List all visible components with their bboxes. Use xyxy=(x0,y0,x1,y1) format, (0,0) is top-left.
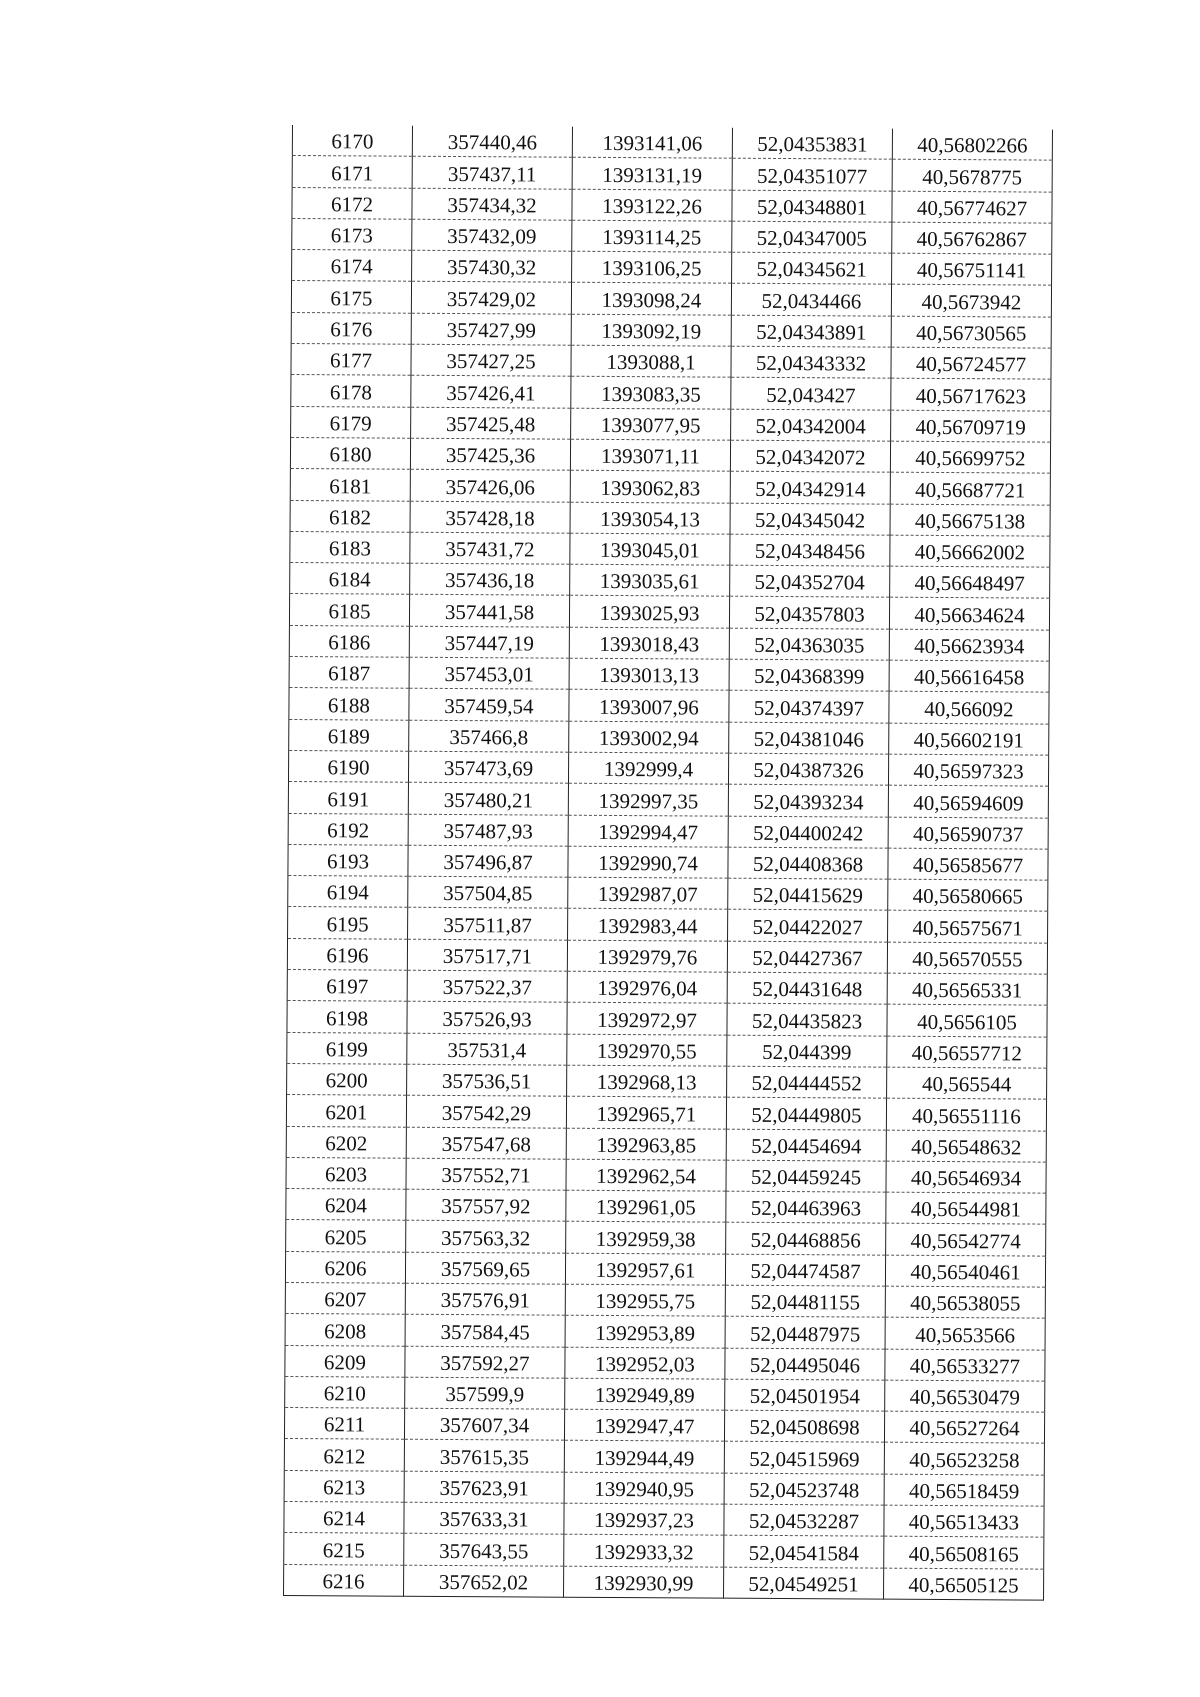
table-row xyxy=(289,625,1049,661)
latitude-cell: 52,04381046 xyxy=(729,722,889,754)
x-coordinate-cell: 357437,11 xyxy=(412,157,572,189)
point-number-cell: 6195 xyxy=(288,907,408,939)
y-coordinate-cell: 1392976,04 xyxy=(567,971,727,1003)
x-coordinate-cell: 357440,46 xyxy=(412,126,572,158)
table-row xyxy=(286,1220,1046,1256)
longitude-cell: 40,56533277 xyxy=(885,1349,1045,1381)
y-coordinate-cell: 1393122,26 xyxy=(572,189,732,221)
longitude-cell: 40,56709719 xyxy=(891,410,1051,442)
x-coordinate-cell: 357552,71 xyxy=(406,1158,566,1190)
y-coordinate-cell: 1393071,11 xyxy=(570,439,730,471)
latitude-cell: 52,04387326 xyxy=(728,753,888,785)
point-number-cell: 6208 xyxy=(285,1314,405,1346)
x-coordinate-cell: 357522,37 xyxy=(407,970,567,1002)
latitude-cell: 52,04415629 xyxy=(728,878,888,910)
longitude-cell: 40,56557712 xyxy=(887,1036,1047,1068)
latitude-cell: 52,04347005 xyxy=(732,221,892,253)
latitude-cell: 52,04427367 xyxy=(727,941,887,973)
y-coordinate-cell: 1392972,97 xyxy=(567,1003,727,1035)
x-coordinate-cell: 357517,71 xyxy=(407,939,567,971)
latitude-cell: 52,04408368 xyxy=(728,847,888,879)
longitude-cell: 40,56565331 xyxy=(887,973,1047,1005)
latitude-cell: 52,04444552 xyxy=(727,1066,887,1098)
x-coordinate-cell: 357487,93 xyxy=(408,814,568,846)
point-number-cell: 6179 xyxy=(291,406,411,438)
point-number-cell: 6209 xyxy=(285,1345,405,1377)
latitude-cell: 52,04501954 xyxy=(725,1379,885,1411)
point-number-cell: 6191 xyxy=(288,782,408,814)
y-coordinate-cell: 1392940,95 xyxy=(564,1472,724,1504)
longitude-cell: 40,56616458 xyxy=(889,660,1049,692)
longitude-cell: 40,56575671 xyxy=(888,911,1048,943)
table-row xyxy=(289,657,1049,693)
y-coordinate-cell: 1392955,75 xyxy=(565,1284,725,1316)
longitude-cell: 40,56590737 xyxy=(888,817,1048,849)
table-row xyxy=(284,1502,1044,1538)
latitude-cell: 52,04549251 xyxy=(724,1567,884,1599)
y-coordinate-cell: 1393092,19 xyxy=(571,314,731,346)
point-number-cell: 6194 xyxy=(288,876,408,908)
x-coordinate-cell: 357547,68 xyxy=(406,1127,566,1159)
x-coordinate-cell: 357623,91 xyxy=(404,1471,564,1503)
point-number-cell: 6175 xyxy=(291,281,411,313)
longitude-cell: 40,56544981 xyxy=(886,1192,1046,1224)
y-coordinate-cell: 1392990,74 xyxy=(568,846,728,878)
point-number-cell: 6211 xyxy=(284,1408,404,1440)
x-coordinate-cell: 357536,51 xyxy=(407,1064,567,1096)
y-coordinate-cell: 1393054,13 xyxy=(570,502,730,534)
point-number-cell: 6190 xyxy=(288,750,408,782)
table-row xyxy=(285,1314,1045,1350)
point-number-cell: 6203 xyxy=(286,1157,406,1189)
longitude-cell: 40,56774627 xyxy=(892,191,1052,223)
table-row xyxy=(288,813,1048,849)
table-row xyxy=(291,344,1051,380)
x-coordinate-cell: 357526,93 xyxy=(407,1002,567,1034)
y-coordinate-cell: 1392933,32 xyxy=(564,1535,724,1567)
y-coordinate-cell: 1392947,47 xyxy=(564,1409,724,1441)
x-coordinate-cell: 357436,18 xyxy=(410,563,570,595)
latitude-cell: 52,04422027 xyxy=(728,910,888,942)
longitude-cell: 40,56648497 xyxy=(890,566,1050,598)
latitude-cell: 52,04495046 xyxy=(725,1348,885,1380)
y-coordinate-cell: 1393035,61 xyxy=(570,564,730,596)
longitude-cell: 40,5656105 xyxy=(887,1004,1047,1036)
longitude-cell: 40,56594609 xyxy=(888,785,1048,817)
latitude-cell: 52,04541584 xyxy=(724,1536,884,1568)
table-row xyxy=(290,563,1050,599)
point-number-cell: 6201 xyxy=(286,1095,406,1127)
table-row xyxy=(287,1001,1047,1037)
x-coordinate-cell: 357432,09 xyxy=(412,219,572,251)
latitude-cell: 52,04348456 xyxy=(730,534,890,566)
latitude-cell: 52,04368399 xyxy=(729,659,889,691)
y-coordinate-cell: 1392983,44 xyxy=(568,909,728,941)
y-coordinate-cell: 1393098,24 xyxy=(571,283,731,315)
table-row xyxy=(291,281,1051,317)
point-number-cell: 6206 xyxy=(285,1251,405,1283)
y-coordinate-cell: 1392937,23 xyxy=(564,1503,724,1535)
latitude-cell: 52,04343332 xyxy=(731,346,891,378)
latitude-cell: 52,04393234 xyxy=(728,784,888,816)
latitude-cell: 52,04431648 xyxy=(727,972,887,1004)
point-number-cell: 6181 xyxy=(290,469,410,501)
y-coordinate-cell: 1392997,35 xyxy=(568,783,728,815)
table-row xyxy=(288,750,1048,786)
y-coordinate-cell: 1392944,49 xyxy=(564,1441,724,1473)
x-coordinate-cell: 357427,99 xyxy=(411,313,571,345)
latitude-cell: 52,04351077 xyxy=(732,158,892,190)
longitude-cell: 40,56730565 xyxy=(891,316,1051,348)
table-row xyxy=(288,876,1048,912)
x-coordinate-cell: 357480,21 xyxy=(408,782,568,814)
x-coordinate-cell: 357599,9 xyxy=(405,1377,565,1409)
longitude-cell: 40,5678775 xyxy=(892,159,1052,191)
x-coordinate-cell: 357441,58 xyxy=(409,595,569,627)
longitude-cell: 40,5653566 xyxy=(885,1317,1045,1349)
x-coordinate-cell: 357633,31 xyxy=(404,1502,564,1534)
latitude-cell: 52,04435823 xyxy=(727,1003,887,1035)
x-coordinate-cell: 357429,02 xyxy=(411,282,571,314)
table-row xyxy=(292,250,1052,286)
longitude-cell: 40,56551116 xyxy=(886,1098,1046,1130)
longitude-cell: 40,56570555 xyxy=(887,942,1047,974)
point-number-cell: 6202 xyxy=(286,1126,406,1158)
table-row xyxy=(292,125,1052,160)
y-coordinate-cell: 1393013,13 xyxy=(569,658,729,690)
latitude-cell: 52,04508698 xyxy=(724,1410,884,1442)
longitude-cell: 40,56675138 xyxy=(890,504,1050,536)
y-coordinate-cell: 1393045,01 xyxy=(570,533,730,565)
x-coordinate-cell: 357496,87 xyxy=(408,845,568,877)
longitude-cell: 40,56540461 xyxy=(885,1255,1045,1287)
table-row xyxy=(286,1189,1046,1225)
point-number-cell: 6180 xyxy=(290,437,410,469)
latitude-cell: 52,04342004 xyxy=(731,409,891,441)
table-row xyxy=(285,1282,1045,1318)
table-row xyxy=(289,594,1049,630)
longitude-cell: 40,56523258 xyxy=(884,1443,1044,1475)
y-coordinate-cell: 1392994,47 xyxy=(568,815,728,847)
x-coordinate-cell: 357426,41 xyxy=(411,376,571,408)
table-row xyxy=(288,907,1048,943)
coordinate-table-body xyxy=(284,125,1053,1600)
longitude-cell: 40,56585677 xyxy=(888,848,1048,880)
longitude-cell: 40,56762867 xyxy=(892,222,1052,254)
y-coordinate-cell: 1393083,35 xyxy=(571,377,731,409)
point-number-cell: 6207 xyxy=(285,1282,405,1314)
longitude-cell: 40,56546934 xyxy=(886,1161,1046,1193)
longitude-cell: 40,56508165 xyxy=(884,1537,1044,1569)
y-coordinate-cell: 1392949,89 xyxy=(565,1378,725,1410)
table-row xyxy=(292,218,1052,254)
x-coordinate-cell: 357473,69 xyxy=(408,751,568,783)
table-row xyxy=(290,437,1050,473)
point-number-cell: 6210 xyxy=(285,1376,405,1408)
latitude-cell: 52,04532287 xyxy=(724,1504,884,1536)
latitude-cell: 52,04459245 xyxy=(726,1160,886,1192)
longitude-cell: 40,566092 xyxy=(889,692,1049,724)
x-coordinate-cell: 357434,32 xyxy=(412,188,572,220)
longitude-cell: 40,56597323 xyxy=(888,754,1048,786)
x-coordinate-cell: 357592,27 xyxy=(405,1346,565,1378)
point-number-cell: 6182 xyxy=(290,500,410,532)
y-coordinate-cell: 1393007,96 xyxy=(569,690,729,722)
y-coordinate-cell: 1392999,4 xyxy=(568,752,728,784)
x-coordinate-cell: 357431,72 xyxy=(410,532,570,564)
longitude-cell: 40,56505125 xyxy=(884,1568,1044,1600)
longitude-cell: 40,56580665 xyxy=(888,879,1048,911)
y-coordinate-cell: 1392930,99 xyxy=(564,1566,724,1598)
longitude-cell: 40,56724577 xyxy=(891,347,1051,379)
y-coordinate-cell: 1393141,06 xyxy=(572,127,732,159)
table-row xyxy=(288,782,1048,818)
x-coordinate-cell: 357425,48 xyxy=(411,407,571,439)
table-row xyxy=(291,375,1051,411)
x-coordinate-cell: 357557,92 xyxy=(406,1189,566,1221)
longitude-cell: 40,56717623 xyxy=(891,379,1051,411)
point-number-cell: 6193 xyxy=(288,844,408,876)
longitude-cell: 40,56542774 xyxy=(886,1224,1046,1256)
point-number-cell: 6186 xyxy=(289,625,409,657)
latitude-cell: 52,04352704 xyxy=(730,565,890,597)
point-number-cell: 6215 xyxy=(284,1533,404,1565)
x-coordinate-cell: 357531,4 xyxy=(407,1033,567,1065)
point-number-cell: 6198 xyxy=(287,1001,407,1033)
latitude-cell: 52,04345621 xyxy=(732,252,892,284)
x-coordinate-cell: 357584,45 xyxy=(405,1314,565,1346)
y-coordinate-cell: 1392957,61 xyxy=(565,1253,725,1285)
x-coordinate-cell: 357430,32 xyxy=(412,250,572,282)
table-row xyxy=(289,688,1049,724)
longitude-cell: 40,56662002 xyxy=(890,535,1050,567)
latitude-cell: 52,04348801 xyxy=(732,190,892,222)
latitude-cell: 52,04342072 xyxy=(730,440,890,472)
latitude-cell: 52,0434466 xyxy=(731,284,891,316)
table-row xyxy=(285,1345,1045,1381)
x-coordinate-cell: 357652,02 xyxy=(404,1565,564,1597)
longitude-cell: 40,56634624 xyxy=(889,598,1049,630)
point-number-cell: 6171 xyxy=(292,156,412,188)
latitude-cell: 52,04345042 xyxy=(730,503,890,535)
table-row xyxy=(287,938,1047,974)
x-coordinate-cell: 357511,87 xyxy=(408,908,568,940)
point-number-cell: 6192 xyxy=(288,813,408,845)
y-coordinate-cell: 1393114,25 xyxy=(572,220,732,252)
point-number-cell: 6176 xyxy=(291,312,411,344)
y-coordinate-cell: 1392962,54 xyxy=(566,1159,726,1191)
y-coordinate-cell: 1393131,19 xyxy=(572,158,732,190)
latitude-cell: 52,04474587 xyxy=(725,1254,885,1286)
coordinate-table xyxy=(283,125,1053,1601)
table-row xyxy=(290,469,1050,505)
table-row xyxy=(285,1251,1045,1287)
latitude-cell: 52,04487975 xyxy=(725,1316,885,1348)
point-number-cell: 6183 xyxy=(290,531,410,563)
y-coordinate-cell: 1392961,05 xyxy=(566,1190,726,1222)
latitude-cell: 52,04523748 xyxy=(724,1473,884,1505)
point-number-cell: 6204 xyxy=(286,1189,406,1221)
y-coordinate-cell: 1392959,38 xyxy=(566,1222,726,1254)
y-coordinate-cell: 1393106,25 xyxy=(572,251,732,283)
longitude-cell: 40,56513433 xyxy=(884,1505,1044,1537)
y-coordinate-cell: 1392987,07 xyxy=(568,877,728,909)
y-coordinate-cell: 1393002,94 xyxy=(569,721,729,753)
x-coordinate-cell: 357459,54 xyxy=(409,689,569,721)
y-coordinate-cell: 1393077,95 xyxy=(571,408,731,440)
latitude-cell: 52,04343891 xyxy=(731,315,891,347)
table-row xyxy=(287,1032,1047,1068)
point-number-cell: 6185 xyxy=(289,594,409,626)
latitude-cell: 52,04463963 xyxy=(726,1191,886,1223)
point-number-cell: 6212 xyxy=(284,1439,404,1471)
x-coordinate-cell: 357504,85 xyxy=(408,876,568,908)
longitude-cell: 40,56623934 xyxy=(889,629,1049,661)
table-row xyxy=(292,156,1052,192)
latitude-cell: 52,04454694 xyxy=(726,1129,886,1161)
point-number-cell: 6189 xyxy=(289,719,409,751)
table-row xyxy=(287,1063,1047,1099)
latitude-cell: 52,043427 xyxy=(731,378,891,410)
point-number-cell: 6197 xyxy=(287,970,407,1002)
x-coordinate-cell: 357569,65 xyxy=(405,1252,565,1284)
x-coordinate-cell: 357615,35 xyxy=(404,1440,564,1472)
x-coordinate-cell: 357563,32 xyxy=(406,1221,566,1253)
y-coordinate-cell: 1392952,03 xyxy=(565,1347,725,1379)
y-coordinate-cell: 1393088,1 xyxy=(571,345,731,377)
point-number-cell: 6200 xyxy=(287,1063,407,1095)
table-row xyxy=(289,719,1049,755)
y-coordinate-cell: 1392953,89 xyxy=(565,1315,725,1347)
longitude-cell: 40,56802266 xyxy=(892,129,1052,161)
point-number-cell: 6196 xyxy=(287,938,407,970)
x-coordinate-cell: 357466,8 xyxy=(409,720,569,752)
latitude-cell: 52,04342914 xyxy=(730,471,890,503)
x-coordinate-cell: 357427,25 xyxy=(411,344,571,376)
longitude-cell: 40,565544 xyxy=(887,1067,1047,1099)
point-number-cell: 6188 xyxy=(289,688,409,720)
point-number-cell: 6174 xyxy=(292,250,412,282)
point-number-cell: 6187 xyxy=(289,657,409,689)
point-number-cell: 6214 xyxy=(284,1502,404,1534)
table-row xyxy=(290,500,1050,536)
x-coordinate-cell: 357542,29 xyxy=(406,1095,566,1127)
longitude-cell: 40,56548632 xyxy=(886,1130,1046,1162)
point-number-cell: 6170 xyxy=(292,125,412,157)
x-coordinate-cell: 357425,36 xyxy=(410,438,570,470)
latitude-cell: 52,04515969 xyxy=(724,1442,884,1474)
y-coordinate-cell: 1393018,43 xyxy=(569,627,729,659)
table-row xyxy=(288,844,1048,880)
point-number-cell: 6213 xyxy=(284,1470,404,1502)
latitude-cell: 52,04374397 xyxy=(729,691,889,723)
latitude-cell: 52,04449805 xyxy=(726,1097,886,1129)
latitude-cell: 52,04481155 xyxy=(725,1285,885,1317)
table-row xyxy=(291,406,1051,442)
table-row xyxy=(284,1470,1044,1506)
point-number-cell: 6199 xyxy=(287,1032,407,1064)
latitude-cell: 52,04400242 xyxy=(728,816,888,848)
latitude-cell: 52,04468856 xyxy=(726,1223,886,1255)
point-number-cell: 6205 xyxy=(286,1220,406,1252)
latitude-cell: 52,044399 xyxy=(727,1035,887,1067)
longitude-cell: 40,56687721 xyxy=(890,472,1050,504)
y-coordinate-cell: 1392970,55 xyxy=(567,1034,727,1066)
longitude-cell: 40,56527264 xyxy=(884,1411,1044,1443)
table-row xyxy=(284,1408,1044,1444)
table-row xyxy=(286,1157,1046,1193)
x-coordinate-cell: 357453,01 xyxy=(409,657,569,689)
longitude-cell: 40,56602191 xyxy=(889,723,1049,755)
table-row xyxy=(285,1376,1045,1412)
longitude-cell: 40,56538055 xyxy=(885,1286,1045,1318)
table-row xyxy=(292,187,1052,223)
longitude-cell: 40,56530479 xyxy=(885,1380,1045,1412)
longitude-cell: 40,5673942 xyxy=(891,285,1051,317)
x-coordinate-cell: 357447,19 xyxy=(409,626,569,658)
point-number-cell: 6172 xyxy=(292,187,412,219)
table-row xyxy=(286,1095,1046,1131)
longitude-cell: 40,56699752 xyxy=(890,441,1050,473)
table-row xyxy=(291,312,1051,348)
latitude-cell: 52,04353831 xyxy=(732,128,892,160)
table-row xyxy=(290,531,1050,567)
x-coordinate-cell: 357607,34 xyxy=(404,1408,564,1440)
x-coordinate-cell: 357576,91 xyxy=(405,1283,565,1315)
y-coordinate-cell: 1392965,71 xyxy=(566,1096,726,1128)
y-coordinate-cell: 1392979,76 xyxy=(567,940,727,972)
point-number-cell: 6173 xyxy=(292,218,412,250)
y-coordinate-cell: 1392968,13 xyxy=(567,1065,727,1097)
y-coordinate-cell: 1392963,85 xyxy=(566,1128,726,1160)
point-number-cell: 6178 xyxy=(291,375,411,407)
y-coordinate-cell: 1393062,83 xyxy=(570,470,730,502)
longitude-cell: 40,56751141 xyxy=(892,253,1052,285)
latitude-cell: 52,04357803 xyxy=(729,597,889,629)
y-coordinate-cell: 1393025,93 xyxy=(569,596,729,628)
table-row xyxy=(287,970,1047,1006)
x-coordinate-cell: 357428,18 xyxy=(410,501,570,533)
table-row xyxy=(284,1439,1044,1475)
point-number-cell: 6177 xyxy=(291,344,411,376)
point-number-cell: 6184 xyxy=(290,563,410,595)
x-coordinate-cell: 357426,06 xyxy=(410,469,570,501)
latitude-cell: 52,04363035 xyxy=(729,628,889,660)
table-row xyxy=(286,1126,1046,1162)
table-row xyxy=(284,1564,1044,1600)
point-number-cell: 6216 xyxy=(284,1564,404,1596)
longitude-cell: 40,56518459 xyxy=(884,1474,1044,1506)
x-coordinate-cell: 357643,55 xyxy=(404,1534,564,1566)
table-row xyxy=(284,1533,1044,1569)
